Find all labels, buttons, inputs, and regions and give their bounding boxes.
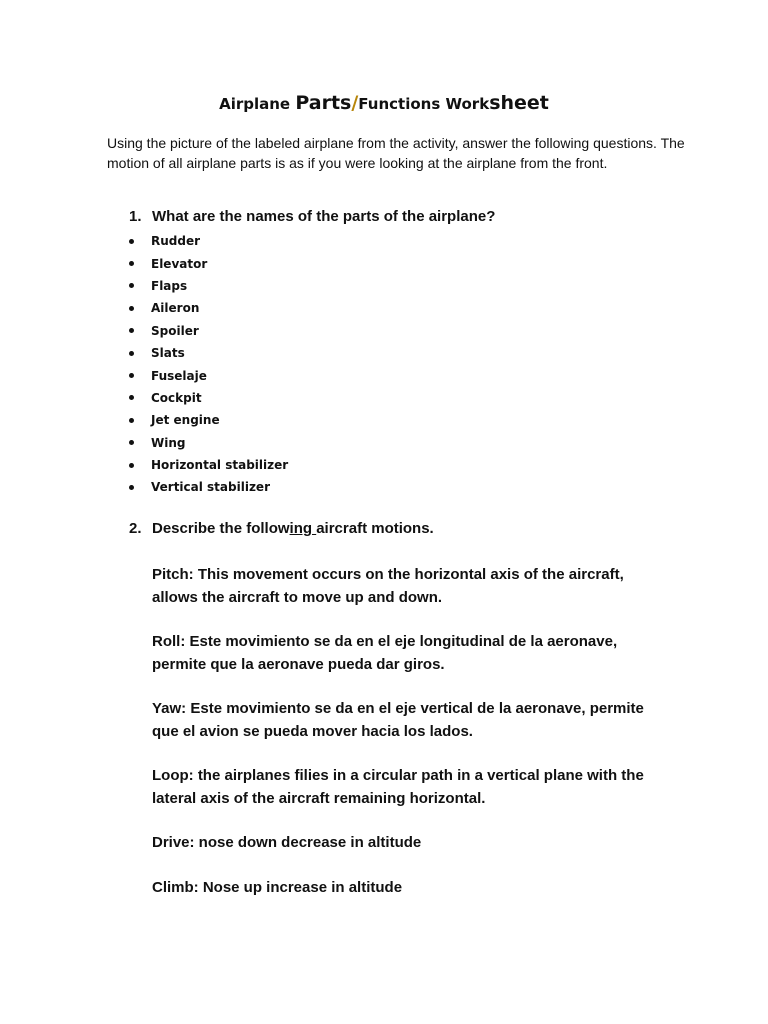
bullet-icon bbox=[129, 485, 134, 490]
bullet-icon bbox=[129, 440, 134, 445]
bullet-icon bbox=[129, 463, 134, 468]
list-item bbox=[128, 387, 288, 409]
part-name: Rudder bbox=[151, 234, 201, 249]
motion-description: Roll: Este movimiento se da en el eje longitudinal de la aeronave, permite que la aeronave pueda dar giros. bbox=[152, 633, 618, 673]
part-name: Wing bbox=[151, 435, 186, 450]
title-word-airplane: Airplane bbox=[219, 95, 296, 113]
part-name: Spoiler bbox=[151, 323, 199, 338]
bullet-icon bbox=[129, 239, 134, 244]
motion-description: Drive: nose down decrease in altitude bbox=[152, 834, 422, 851]
part-name: Aileron bbox=[151, 301, 200, 316]
question-1-number: 1. bbox=[129, 208, 142, 225]
question-2-text-start: Describe the follow bbox=[152, 520, 290, 537]
part-name: Elevator bbox=[151, 256, 208, 271]
part-name: Jet engine bbox=[151, 413, 220, 428]
question-2-heading bbox=[129, 520, 434, 537]
question-2-text-end: aircraft motions. bbox=[316, 520, 434, 537]
part-name: Vertical stabilizer bbox=[151, 480, 270, 495]
bullet-icon bbox=[129, 306, 134, 311]
list-item bbox=[128, 476, 288, 498]
list-item bbox=[128, 320, 288, 342]
list-item bbox=[128, 454, 288, 476]
bullet-icon bbox=[129, 418, 134, 423]
question-2-text-underlined: ing bbox=[289, 520, 317, 537]
motion-description: Climb: Nose up increase in altitude bbox=[152, 878, 403, 896]
page-title bbox=[0, 92, 768, 114]
title-slash: / bbox=[351, 92, 359, 114]
list-item bbox=[128, 252, 288, 274]
aircraft-motions-list bbox=[152, 564, 672, 921]
instructions-paragraph: Using the picture of the labeled airplane from the activity, answer the following questions. The motion of all airplane parts is as if you were looking at the airplane from the front. bbox=[107, 135, 685, 171]
motion-description: Pitch: This movement occurs on the horizontal axis of the aircraft, allows the aircraft to move up and down. bbox=[152, 566, 624, 606]
part-name: Horizontal stabilizer bbox=[151, 458, 289, 473]
airplane-parts-list bbox=[128, 230, 288, 499]
list-item bbox=[128, 297, 288, 319]
bullet-icon bbox=[129, 261, 134, 266]
list-item bbox=[128, 275, 288, 297]
question-2-number: 2. bbox=[129, 520, 142, 537]
bullet-icon bbox=[129, 351, 134, 356]
title-word-sheet: sheet bbox=[489, 92, 549, 114]
part-name: Slats bbox=[151, 346, 185, 361]
question-1-text: What are the names of the parts of the airplane? bbox=[152, 208, 496, 225]
motion-description: Loop: the airplanes filies in a circular path in a vertical plane with the lateral axis of the aircraft remaining horizontal. bbox=[152, 767, 644, 807]
bullet-icon bbox=[129, 395, 134, 400]
bullet-icon bbox=[129, 283, 134, 288]
bullet-icon bbox=[129, 373, 134, 378]
part-name: Cockpit bbox=[151, 390, 202, 405]
motion-description: Yaw: Este movimiento se da en el eje vertical de la aeronave, permite que el avion se pueda mover hacia los lados. bbox=[152, 700, 644, 740]
title-word-functions: Functions Work bbox=[358, 95, 490, 113]
list-item bbox=[128, 364, 288, 386]
part-name: Fuselaje bbox=[151, 368, 207, 383]
list-item bbox=[128, 230, 288, 252]
question-1-heading bbox=[129, 208, 495, 225]
title-word-parts: Parts bbox=[295, 92, 352, 114]
part-name: Flaps bbox=[151, 278, 188, 293]
bullet-icon bbox=[129, 328, 134, 333]
list-item bbox=[128, 342, 288, 364]
list-item bbox=[128, 432, 288, 454]
list-item bbox=[128, 409, 288, 431]
